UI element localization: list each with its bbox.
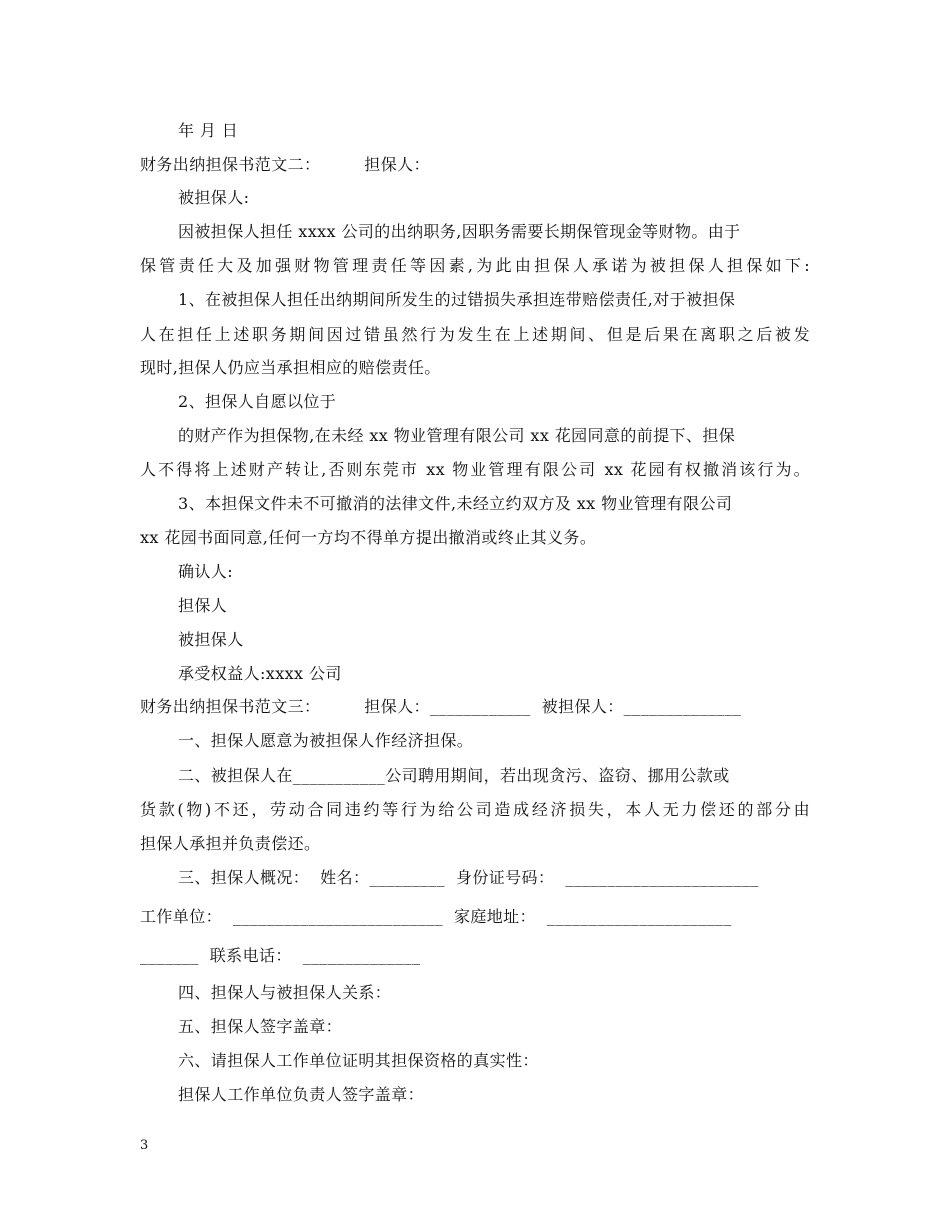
page-number: 3 [140,1138,149,1153]
text-line: 担保人 [178,596,228,615]
text-line: 被担保人: [178,188,250,207]
paragraph-line: 人在担任上述职务期间因过错虽然行为发生在上述期间、但是后果在离职之后被发 [140,325,810,344]
text-line: 四、担保人与被担保人关系： [178,983,392,1002]
text-line: 五、担保人签字盖章： [178,1017,343,1036]
paragraph-line: 人不得将上述财产转让,否则东莞市 xx 物业管理有限公司 xx 花园有权撤消该行为。 [140,460,810,479]
form-line: 工作单位： _________________________ 家庭地址： ______________________ [140,907,732,926]
text-line: 担保人工作单位负责人签字盖章： [178,1085,425,1104]
paragraph-line: 现时,担保人仍应当承担相应的赔偿责任。 [140,358,441,377]
paragraph-line: xx 花园书面同意,任何一方均不得单方提出撤消或终止其义务。 [140,528,597,547]
form-line: 三、担保人概况： 姓名：_________ 身份证号码： _______________________ [178,868,759,887]
paragraph-line: 货款(物)不还，劳动合同违约等行为给公司造成经济损失，本人无力偿还的部分由 [140,800,810,819]
paragraph-line: 2、担保人自愿以位于 [178,392,337,411]
form-line: _______ 联系电话： ______________ [140,946,421,965]
text-line: 被担保人 [178,630,244,649]
text-line: 确认人: [178,562,233,581]
section-heading-2: 财务出纳担保书范文二： 担保人： [140,155,430,174]
paragraph-line: 保管责任大及加强财物管理责任等因素,为此由担保人承诺为被担保人担保如下: [140,256,810,275]
paragraph-line: 1、在被担保人担任出纳期间所发生的过错损失承担连带赔偿责任,对于被担保 [178,290,736,309]
text-line: 六、请担保人工作单位证明其担保资格的真实性： [178,1051,539,1070]
paragraph-line: 二、被担保人在___________公司聘用期间，若出现贪污、盗窃、挪用公款或 [178,766,730,785]
section-heading-3: 财务出纳担保书范文三： 担保人：____________ 被担保人：______________ [140,697,742,716]
paragraph-line: 3、本担保文件未不可撤消的法律文件,未经立约双方及 xx 物业管理有限公司 [178,494,733,513]
paragraph-line: 担保人承担并负责偿还。 [140,834,321,853]
paragraph-line: 一、担保人愿意为被担保人作经济担保。 [178,731,474,750]
paragraph-line: 的财产作为担保物,在未经 xx 物业管理有限公司 xx 花园同意的前提下、担保 [178,426,736,445]
paragraph-line: 因被担保人担任 xxxx 公司的出纳职务,因职务需要长期保管现金等财物。由于 [178,222,741,241]
date-line: 年 月 日 [178,121,239,140]
text-line: 承受权益人:xxxx 公司 [178,664,342,683]
